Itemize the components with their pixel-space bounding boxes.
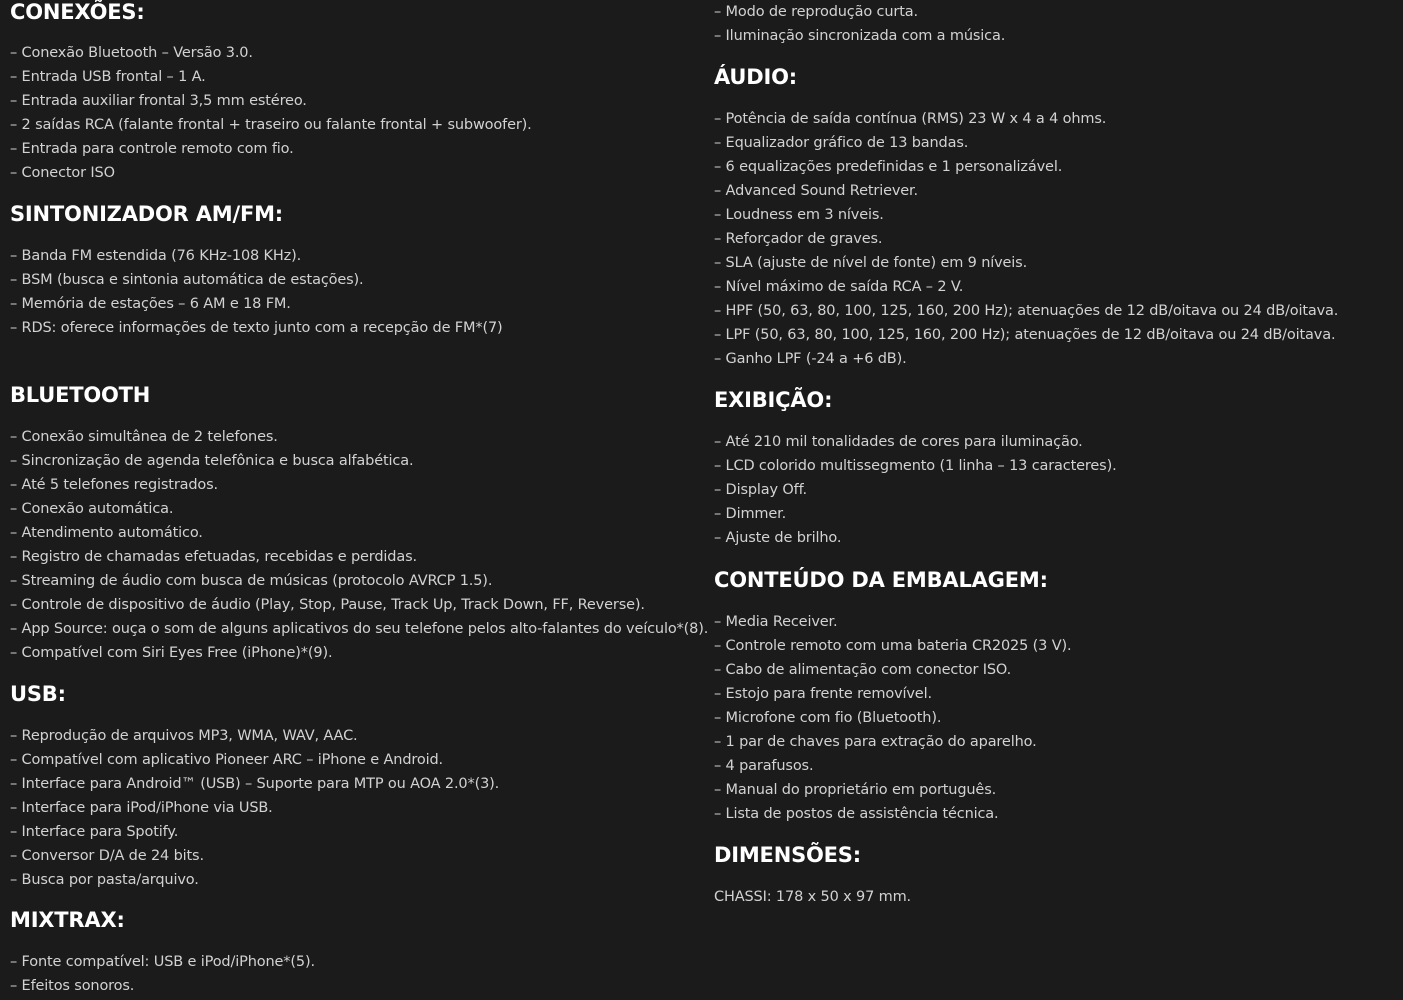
list-item: – Fonte compatível: USB e iPod/iPhone*(5). — [10, 954, 315, 970]
audio-list — [714, 107, 1338, 371]
list-item: – LPF (50, 63, 80, 100, 125, 160, 200 Hz); atenuações de 12 dB/oitava ou 24 dB/oitava. — [714, 327, 1336, 343]
list-item: – Streaming de áudio com busca de músicas (protocolo AVRCP 1.5). — [10, 573, 493, 589]
exibicao-title: EXIBIÇÃO: — [714, 388, 833, 412]
list-item: – Conversor D/A de 24 bits. — [10, 848, 204, 864]
list-item: – RDS: oferece informações de texto junto com a recepção de FM*(7) — [10, 320, 503, 336]
list-item: – Interface para Spotify. — [10, 824, 179, 840]
list-item: – Ganho LPF (-24 a +6 dB). — [714, 351, 907, 367]
list-item: – Modo de reprodução curta. — [714, 4, 918, 20]
list-item: – Conexão simultânea de 2 telefones. — [10, 429, 278, 445]
list-item: – Estojo para frente removível. — [714, 686, 932, 702]
list-item: – Compatível com Siri Eyes Free (iPhone)*(9). — [10, 645, 333, 661]
list-item: – Sincronização de agenda telefônica e busca alfabética. — [10, 453, 414, 469]
exibicao-list — [714, 430, 1117, 550]
list-item: – BSM (busca e sintonia automática de estações). — [10, 272, 364, 288]
list-item: – Entrada auxiliar frontal 3,5 mm estéreo. — [10, 93, 307, 109]
list-item: – HPF (50, 63, 80, 100, 125, 160, 200 Hz); atenuações de 12 dB/oitava ou 24 dB/oitava. — [714, 303, 1339, 319]
conexoes-title: CONEXÕES: — [10, 0, 145, 24]
list-item: – Media Receiver. — [714, 614, 838, 630]
list-item: – Banda FM estendida (76 KHz-108 KHz). — [10, 248, 302, 264]
list-item: – Compatível com aplicativo Pioneer ARC – iPhone e Android. — [10, 752, 443, 768]
list-item: – SLA (ajuste de nível de fonte) em 9 níveis. — [714, 255, 1028, 271]
list-item: – Interface para Android™ (USB) – Suporte para MTP ou AOA 2.0*(3). — [10, 776, 500, 792]
list-item: – Interface para iPod/iPhone via USB. — [10, 800, 273, 816]
list-item: – Dimmer. — [714, 506, 787, 522]
list-item: – Reforçador de graves. — [714, 231, 883, 247]
list-item: – Loudness em 3 níveis. — [714, 207, 884, 223]
list-item: – 2 saídas RCA (falante frontal + traseiro ou falante frontal + subwoofer). — [10, 117, 532, 133]
list-item: – Cabo de alimentação com conector ISO. — [714, 662, 1012, 678]
usb-list — [10, 724, 499, 892]
list-item: – 4 parafusos. — [714, 758, 814, 774]
list-item: – Entrada para controle remoto com fio. — [10, 141, 294, 157]
list-item: – Registro de chamadas efetuadas, recebidas e perdidas. — [10, 549, 417, 565]
list-item: – Até 5 telefones registrados. — [10, 477, 219, 493]
list-item: – Entrada USB frontal – 1 A. — [10, 69, 206, 85]
list-item: – Controle remoto com uma bateria CR2025 (3 V). — [714, 638, 1072, 654]
list-item: – 6 equalizações predefinidas e 1 personalizável. — [714, 159, 1063, 175]
list-item: – Nível máximo de saída RCA – 2 V. — [714, 279, 964, 295]
list-item: – Manual do proprietário em português. — [714, 782, 997, 798]
list-item: – Potência de saída contínua (RMS) 23 W x 4 a 4 ohms. — [714, 111, 1107, 127]
list-item: – Ajuste de brilho. — [714, 530, 842, 546]
list-item: – LCD colorido multissegmento (1 linha – 13 caracteres). — [714, 458, 1117, 474]
usb-title: USB: — [10, 682, 66, 706]
list-item: – Advanced Sound Retriever. — [714, 183, 918, 199]
mixtrax-continued-list — [714, 0, 1005, 48]
list-item: – Iluminação sincronizada com a música. — [714, 28, 1006, 44]
list-item: – Microfone com fio (Bluetooth). — [714, 710, 942, 726]
list-item: – Equalizador gráfico de 13 bandas. — [714, 135, 969, 151]
list-item: – Conector ISO — [10, 165, 115, 181]
conteudo-list — [714, 610, 1071, 826]
dimensoes-title: DIMENSÕES: — [714, 843, 861, 867]
list-item: – Até 210 mil tonalidades de cores para iluminação. — [714, 434, 1083, 450]
dimensoes-text: CHASSI: 178 x 50 x 97 mm. — [714, 889, 912, 905]
sintonizador-title: SINTONIZADOR AM/FM: — [10, 202, 283, 226]
list-item: – Busca por pasta/arquivo. — [10, 872, 199, 888]
list-item: – Conexão Bluetooth – Versão 3.0. — [10, 45, 253, 61]
mixtrax-list — [10, 950, 315, 998]
list-item: – 1 par de chaves para extração do aparelho. — [714, 734, 1037, 750]
conexoes-list — [10, 41, 532, 185]
list-item: – App Source: ouça o som de alguns aplicativos do seu telefone pelos alto-falantes do veículo*(8). — [10, 621, 709, 637]
list-item: – Efeitos sonoros. — [10, 978, 135, 994]
list-item: – Display Off. — [714, 482, 807, 498]
bluetooth-title: BLUETOOTH — [10, 383, 151, 407]
list-item: – Memória de estações – 6 AM e 18 FM. — [10, 296, 291, 312]
list-item: – Atendimento automático. — [10, 525, 203, 541]
list-item: – Controle de dispositivo de áudio (Play, Stop, Pause, Track Up, Track Down, FF, Reverse). — [10, 597, 645, 613]
bluetooth-list — [10, 425, 708, 665]
conteudo-title: CONTEÚDO DA EMBALAGEM: — [714, 568, 1048, 592]
audio-title: ÁUDIO: — [714, 65, 797, 89]
sintonizador-list — [10, 244, 503, 340]
list-item: – Conexão automática. — [10, 501, 174, 517]
mixtrax-title: MIXTRAX: — [10, 908, 125, 932]
list-item: – Lista de postos de assistência técnica. — [714, 806, 999, 822]
list-item: – Reprodução de arquivos MP3, WMA, WAV, AAC. — [10, 728, 358, 744]
